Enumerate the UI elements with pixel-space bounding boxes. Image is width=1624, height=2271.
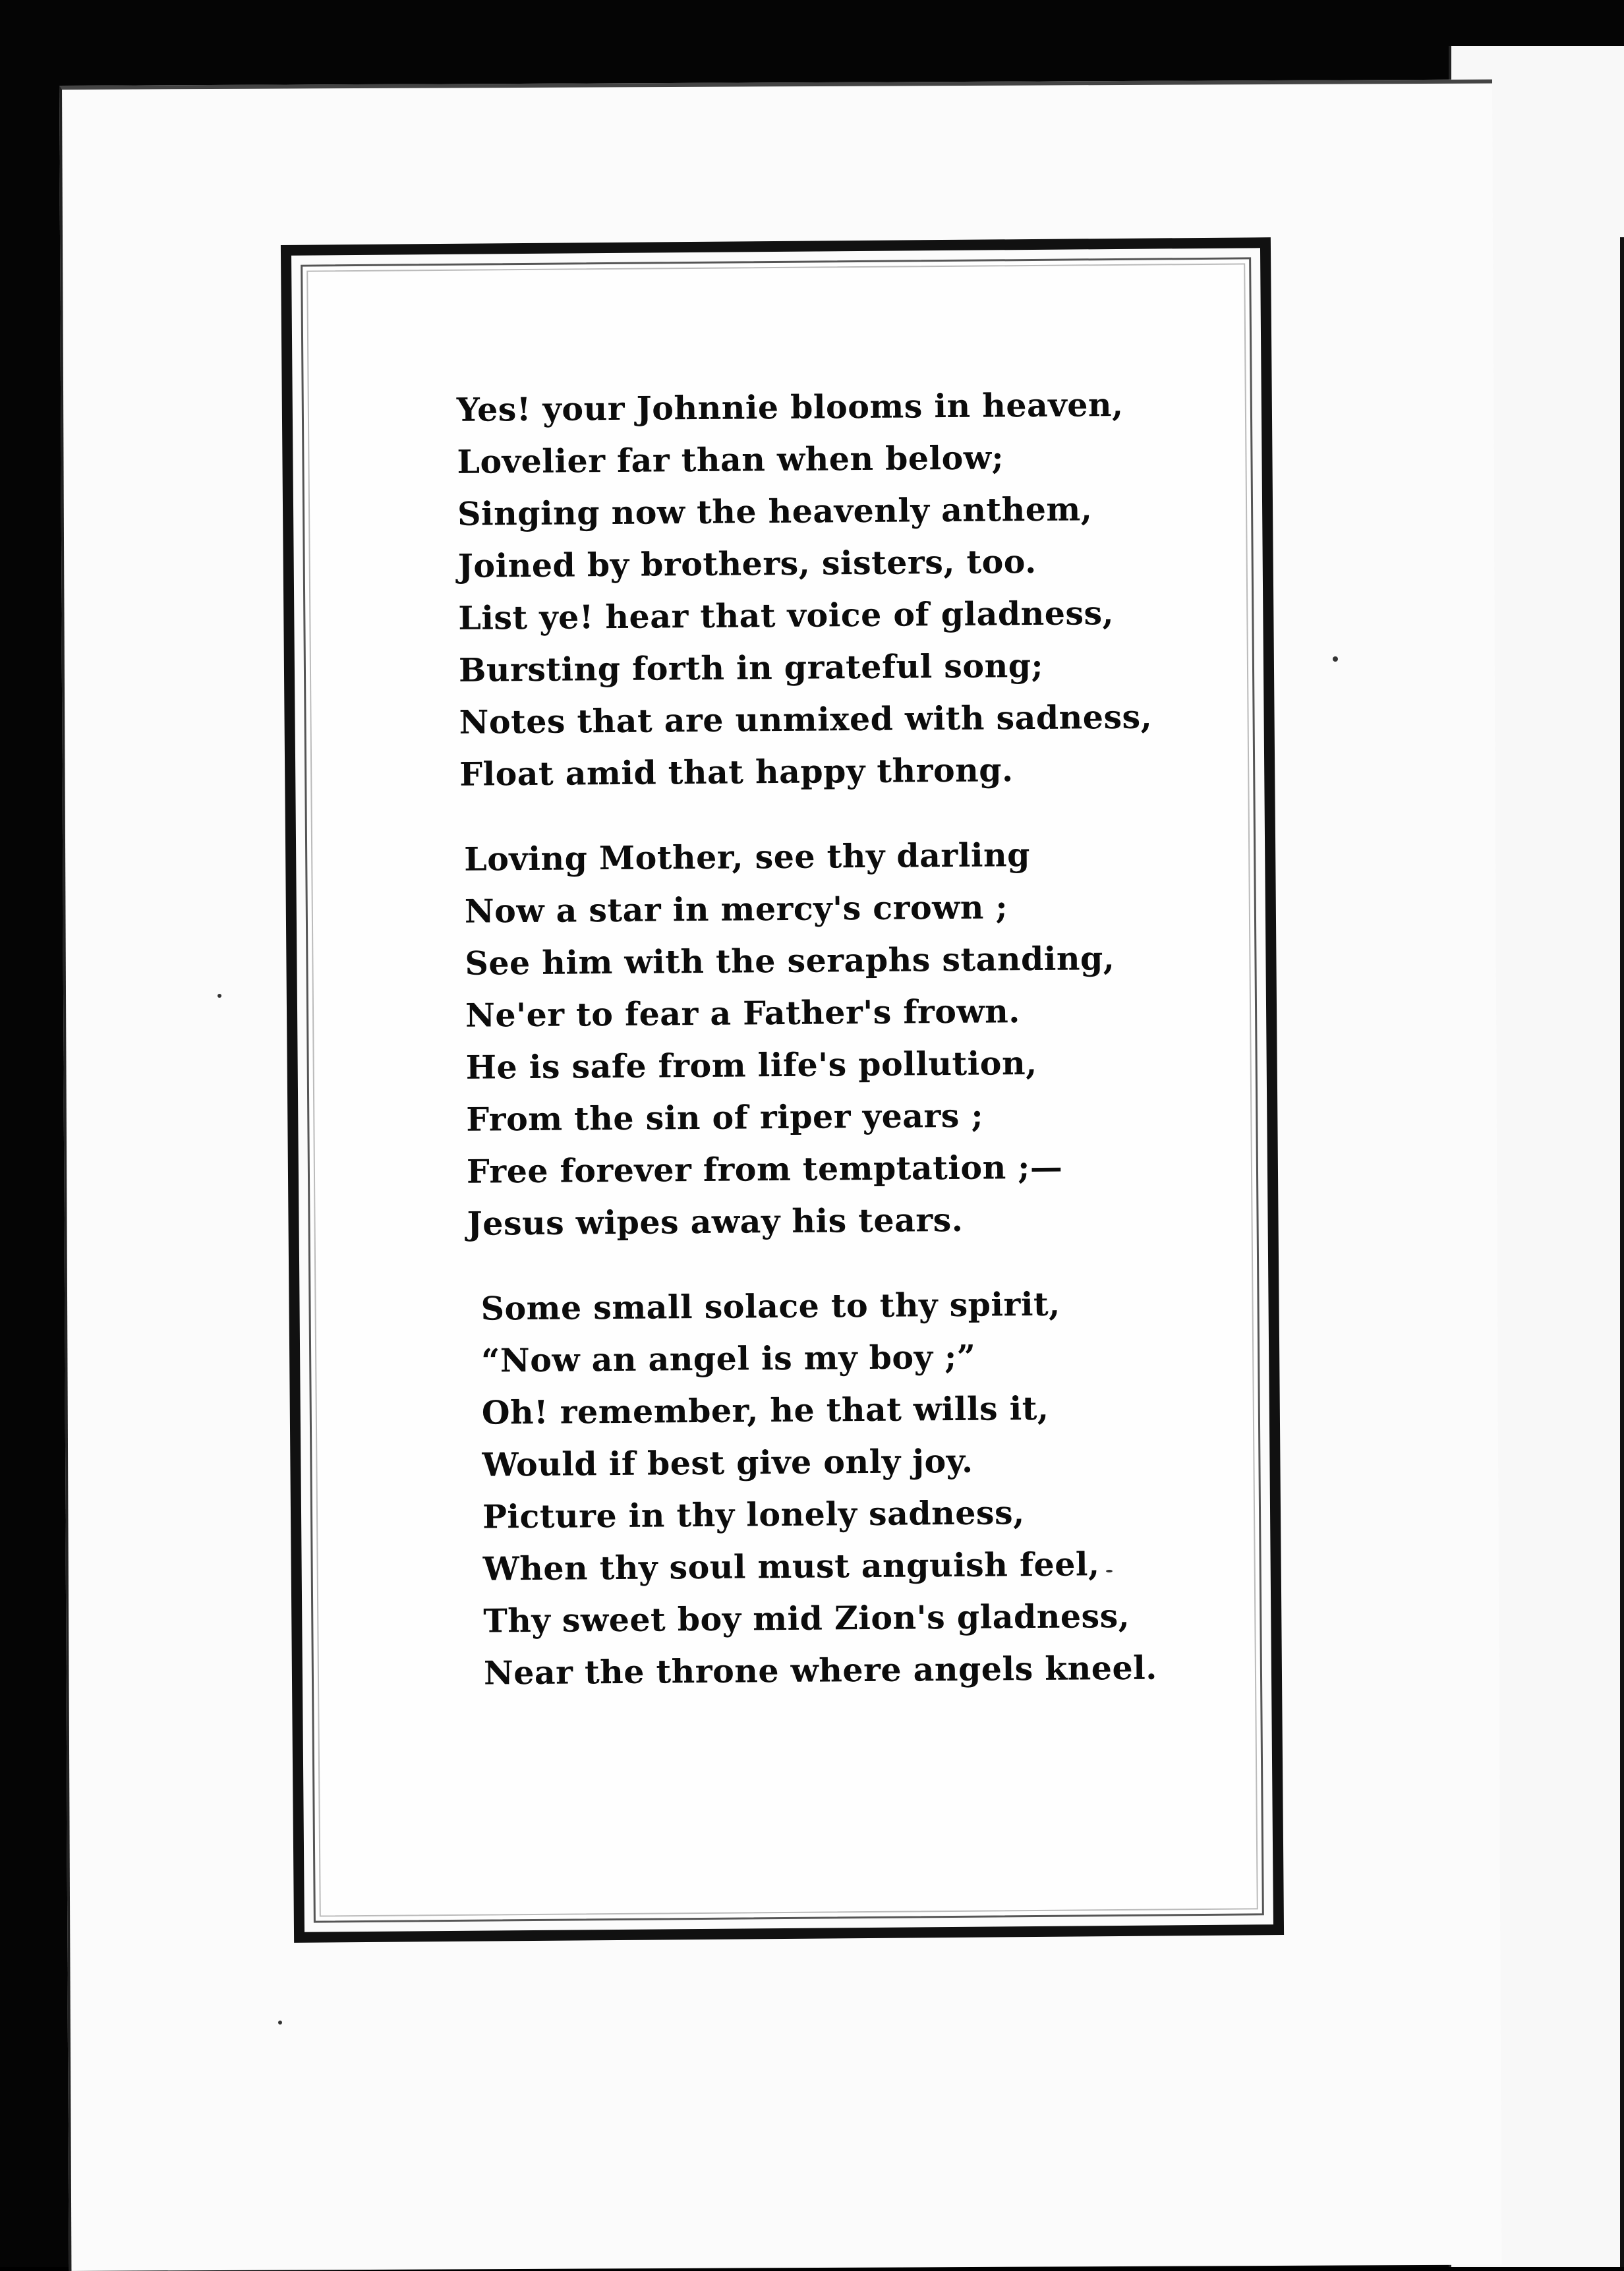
poem-line: Notes that are unmixed with sadness,: [459, 697, 1153, 741]
poem-line: Would if best give only joy.: [482, 1441, 973, 1484]
poem-line: When thy soul must anguish feel,: [482, 1545, 1100, 1588]
stanza-1: [457, 378, 1225, 801]
scan-speck: [218, 994, 221, 998]
stanza-3: [463, 1277, 1231, 1700]
poem-line: Joined by brothers, sisters, too.: [457, 542, 1037, 585]
scan-speck: [1333, 656, 1338, 662]
scan-speck: [278, 2021, 282, 2025]
poem: [457, 378, 1232, 1733]
poem-line: See him with the seraphs standing,: [465, 939, 1115, 983]
poem-line: Float amid that happy throng.: [459, 751, 1014, 793]
memorial-card-border: [281, 237, 1284, 1943]
poem-line: Thy sweet boy mid Zion's gladness,: [483, 1596, 1130, 1640]
poem-line: Now a star in mercy's crown ;: [464, 888, 1008, 931]
poem-line: Some small solace to thy spirit,: [480, 1284, 1060, 1328]
poem-line: He is safe from life's pollution,: [465, 1043, 1037, 1087]
poem-line: Picture in thy lonely sadness,: [482, 1493, 1025, 1536]
poem-line: Yes! your Johnnie blooms in heaven,: [456, 385, 1124, 429]
stanza-2: [460, 828, 1228, 1250]
memorial-card: [301, 257, 1264, 1922]
poem-line: Lovelier far than when below;: [457, 438, 1004, 481]
facing-page-border: [1620, 237, 1624, 2267]
poem-line: From the sin of riper years ;: [466, 1096, 984, 1139]
scan-speck: [1106, 1570, 1113, 1572]
poem-line: Jesus wipes away his tears.: [467, 1200, 964, 1243]
poem-line: Near the throne where angels kneel.: [483, 1648, 1158, 1692]
poem-line: Free forever from temptation ;—: [466, 1147, 1063, 1191]
poem-line: Bursting forth in grateful song;: [458, 646, 1044, 689]
poem-line: “Now an angel is my boy ;”: [480, 1337, 976, 1380]
poem-line: Loving Mother, see thy darling: [464, 836, 1031, 878]
poem-line: Oh! remember, he that wills it,: [481, 1389, 1049, 1432]
poem-line: List ye! hear that voice of gladness,: [458, 594, 1115, 637]
poem-line: Ne'er to fear a Father's frown.: [465, 992, 1021, 1035]
poem-line: Singing now the heavenly anthem,: [457, 490, 1093, 533]
